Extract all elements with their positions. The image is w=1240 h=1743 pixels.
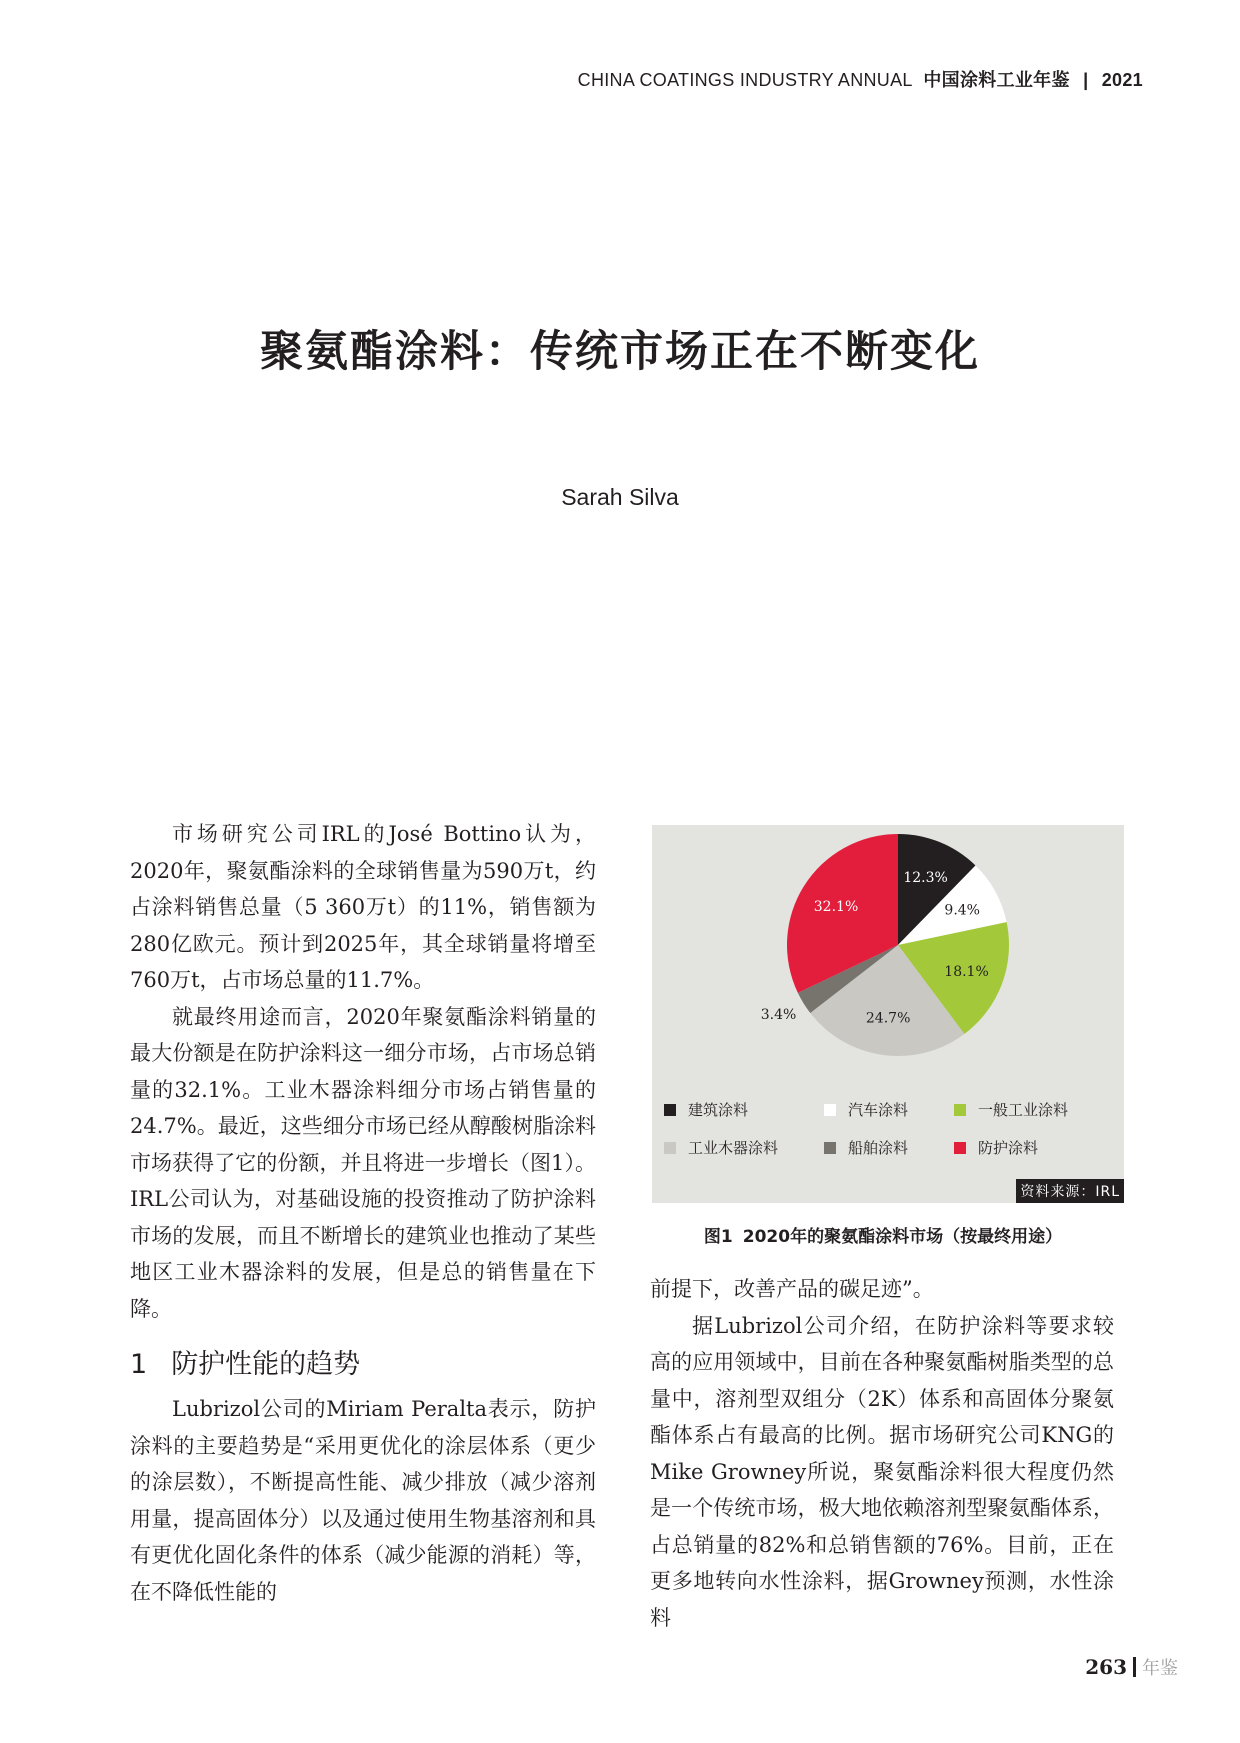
legend-item [824,1099,908,1120]
section-title: 防护性能的趋势 [171,1349,361,1380]
section-number: 1 [130,1349,148,1380]
header-year: 2021 [1101,70,1143,90]
pie-slice-label-3: 18.1% [944,963,989,980]
figure-label: 图1 [703,1227,733,1247]
article-title: 聚氨酯涂料：传统市场正在不断变化 [260,327,980,377]
header-english: CHINA COATINGS INDUSTRY ANNUAL [577,70,913,90]
header-separator: | [1083,70,1089,90]
legend-swatch [824,1104,836,1116]
body-paragraph: Lubrizol公司的Miriam Peralta表示，防护涂料的主要趋势是“采用更优化的涂层体系（更少的涂层数），不断提高性能、减少排放（减少溶剂用量，提高固体分）以及通过使用生物基溶剂和具有更优化固化条件的体系（减少能源的消耗）等，在不降低性能的 [130,1397,596,1604]
footer-bar [1133,1657,1136,1677]
figure-caption [652,1222,1124,1247]
figure-caption-text: 2020年的聚氨酯涂料市场（按最终用途） [742,1227,1063,1247]
page-number: 263 [1085,1655,1127,1679]
section-heading [130,1343,596,1387]
legend-item [664,1137,778,1158]
legend-label: 工业木器涂料 [688,1139,779,1157]
legend-swatch [664,1142,676,1154]
chart-source: 资料来源：IRL [1016,1179,1124,1203]
legend-item [954,1137,1038,1158]
article-author: Sarah Silva [561,484,679,510]
legend-swatch [954,1104,966,1116]
footer-label: 年鉴 [1142,1658,1178,1679]
legend-swatch [954,1142,966,1154]
legend-label: 船舶涂料 [848,1139,909,1157]
pie-chart [652,825,1124,1095]
legend-item [824,1137,908,1158]
body-paragraph-continued: 前提下，改善产品的碳足迹”。 [650,1277,934,1301]
legend-label: 建筑涂料 [688,1101,749,1119]
pie-slice-label-5: 3.4% [760,1006,797,1023]
body-paragraph: 就最终用途而言，2020年聚氨酯涂料销量的最大份额是在防护涂料这一细分市场，占市场总销量的32.1%。工业木器涂料细分市场占销售量的24.7%。最近，这些细分市场已经从醇酸树脂涂料市场获得了它的份额，并且将进一步增长（图1）。IRL公司认为，对基础设施的投资推动了防护涂料市场的发展，而且不断增长的建筑业也推动了某些地区工业木器涂料的发展，但是总的销售量在下降。 [130,1004,596,1321]
pie-slice-label-6: 32.1% [813,898,859,915]
right-column [650,1271,1114,1636]
body-paragraph: 据Lubrizol公司介绍，在防护涂料等要求较高的应用领域中，目前在各种聚氨酯树脂类型的总量中，溶剂型双组分（2K）体系和高固体分聚氨酯体系占有最高的比例。据市场研究公司KNG的Mike Growney所说，聚氨酯涂料很大程度仍然是一个传统市场，极大地依赖溶剂型聚氨酯体系，占总销量的82%和总销售额的76%。目前，正在更多地转向水性涂料，据Growney预测，水性涂料 [650,1313,1114,1630]
pie-slice-label-2: 9.4% [944,902,980,919]
left-column [130,816,596,1610]
legend-item [954,1099,1068,1120]
legend-label: 防护涂料 [978,1139,1039,1157]
body-paragraph: 市场研究公司IRL的José Bottino认为，2020年，聚氨酯涂料的全球销售量为590万t，约占涂料销售总量（5 360万t）的11%，销售额为280亿欧元。预计到2025年，其全球销量将增至760万t，占市场总量的11.7%。 [130,822,596,992]
legend-item [664,1099,748,1120]
pie-chart-panel [652,825,1124,1203]
pie-slice-label-4: 24.7% [865,1010,911,1027]
legend-swatch [824,1142,836,1154]
legend-label: 汽车涂料 [848,1101,909,1119]
header-chinese: 中国涂料工业年鉴 [923,70,1070,91]
pie-slice-label-1: 12.3% [903,870,948,887]
running-header [578,66,1143,92]
legend-swatch [664,1104,676,1116]
legend-label: 一般工业涂料 [978,1101,1069,1119]
page-footer [1085,1654,1178,1680]
